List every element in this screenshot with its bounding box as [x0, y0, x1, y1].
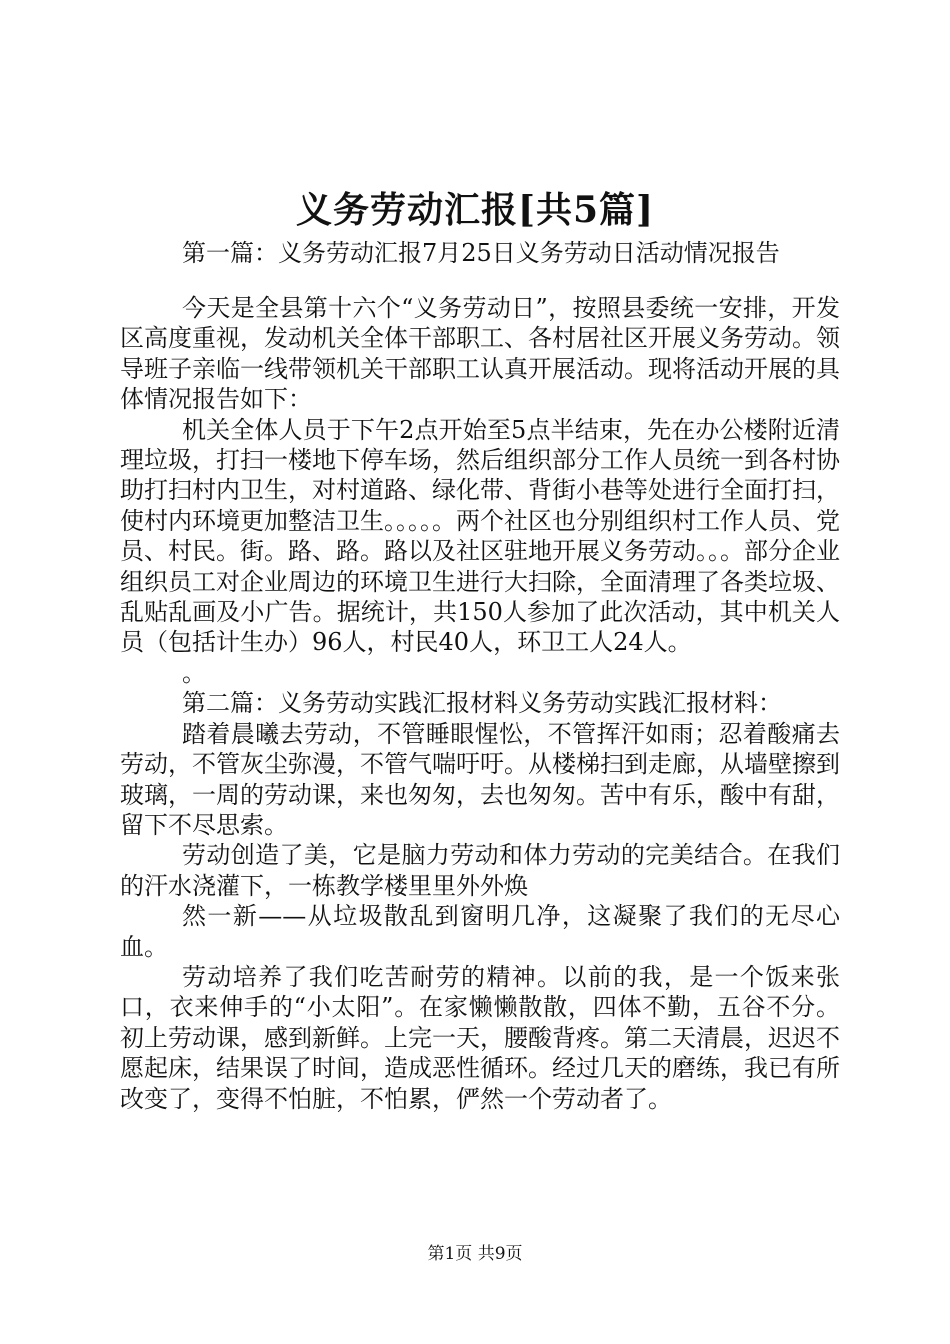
paragraph: 。 [182, 658, 206, 687]
paragraph: 劳动培养了我们吃苦耐劳的精神。以前的我，是一个饭来张口，衣来伸手的“小太阳”。在家懒懒散散，四体不勤，五谷不分。初上劳动课，感到新鲜。上完一天，腰酸背疼。第二天清晨，迟迟不愿起床，结果误了时间，造成恶性循环。经过几天的磨练，我已有所改变了，变得不怕脏，不怕累，俨然一个劳动者了。 [120, 962, 840, 1113]
paragraph: 今天是全县第十六个“义务劳动日”，按照县委统一安排，开发区高度重视，发动机关全体干部职工、各村居社区开展义务劳动。领导班子亲临一线带领机关干部职工认真开展活动。现将活动开展的具体情况报告如下： [120, 294, 840, 414]
document-subtitle: 第一篇：义务劳动汇报7月25日义务劳动日活动情况报告 [182, 239, 780, 267]
paragraph: 踏着晨曦去劳动，不管睡眼惺忪，不管挥汗如雨；忍着酸痛去劳动，不管灰尘弥漫，不管气喘吁吁。从楼梯扫到走廊，从墙壁擦到玻璃，一周的劳动课，来也匆匆，去也匆匆。苦中有乐，酸中有甜，留下不尽思索。 [120, 719, 840, 839]
paragraph: 机关全体人员于下午2点开始至5点半结束，先在办公楼附近清理垃圾，打扫一楼地下停车场，然后组织部分工作人员统一到各村协助打扫村内卫生，对村道路、绿化带、背街小巷等处进行全面打扫，使村内环境更加整洁卫生。。。。。两个社区也分别组织村工作人员、党员、村民。街。路、路。路以及社区驻地开展义务劳动。。。部分企业组织员工对企业周边的环境卫生进行大扫除，全面清理了各类垃圾、乱贴乱画及小广告。据统计，共150人参加了此次活动，其中机关人员（包括计生办）96人，村民40人，环卫工人24人。 [120, 415, 840, 657]
document-body [120, 293, 840, 1114]
paragraph: 然一新——从垃圾散乱到窗明几净，这凝聚了我们的无尽心血。 [120, 902, 840, 961]
page-footer: 第1页 共9页 [427, 1244, 523, 1264]
paragraph: 第二篇：义务劳动实践汇报材料义务劳动实践汇报材料： [182, 689, 782, 718]
document-title: 义务劳动汇报[共5篇] [295, 189, 655, 231]
paragraph: 劳动创造了美，它是脑力劳动和体力劳动的完美结合。在我们的汗水浇灌下，一栋教学楼里里外外焕 [120, 841, 840, 900]
